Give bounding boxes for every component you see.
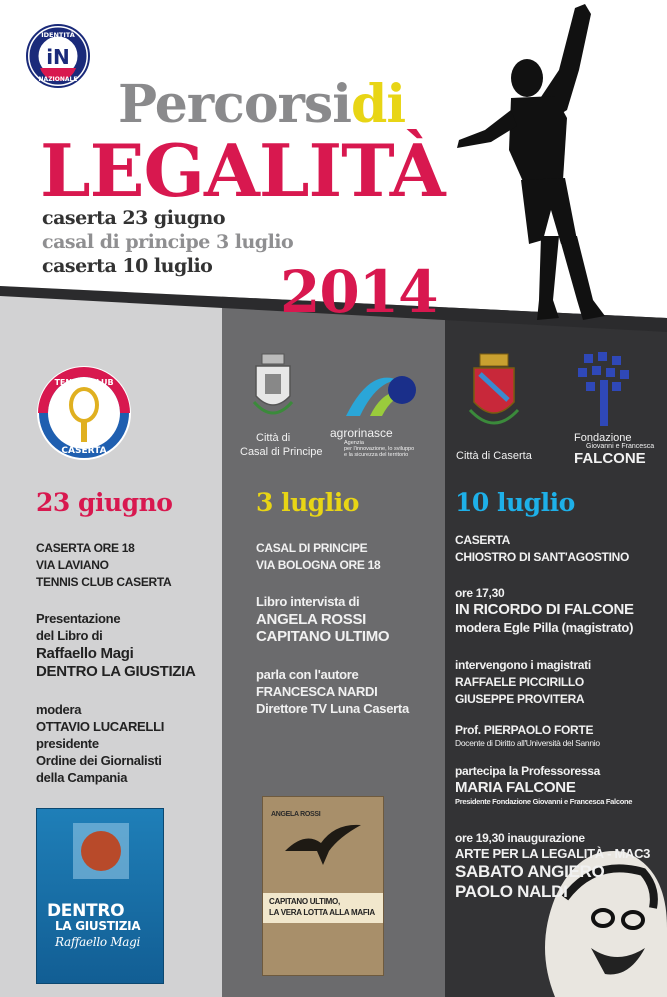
col1-book-title: DENTRO LA GIUSTIZIA — [36, 663, 196, 680]
col1-place-3: TENNIS CLUB CASERTA — [36, 575, 172, 589]
eagle-silhouette-icon — [283, 821, 363, 867]
col1-mod-4: Ordine dei Giornalisti — [36, 753, 162, 768]
col1-mod-1: modera — [36, 702, 82, 717]
book-cover-ball-icon — [63, 819, 139, 885]
col2-name-1: ANGELA ROSSI — [256, 611, 367, 628]
col1-mod-2: OTTAVIO LUCARELLI — [36, 719, 165, 734]
tennis-club-caserta-logo — [36, 365, 132, 461]
col2-place-1: CASAL DI PRINCIPE — [256, 541, 368, 555]
casal-caption-2: Casal di Principe — [240, 446, 323, 458]
col2-intro: Libro intervista di — [256, 594, 360, 609]
title-di: di — [350, 74, 406, 135]
agrorinasce-name: agrorinasce — [330, 426, 393, 440]
day-heading-3-luglio: 3 luglio — [256, 488, 359, 517]
col1-place-2: VIA LAVIANO — [36, 558, 109, 572]
agrorinasce-sub-3: e la sicurezza del territorio — [344, 452, 409, 458]
falcone-caption-3: FALCONE — [574, 450, 646, 467]
col3-magistrate-2: GIUSEPPE PROVITERA — [455, 692, 585, 706]
col3-time-2: ore 19,30 inaugurazione — [455, 831, 585, 845]
col1-place-1: CASERTA ORE 18 — [36, 541, 135, 555]
col1-intro-1: Presentazione — [36, 611, 121, 626]
citta-di-caserta-coat-of-arms-icon — [466, 352, 522, 436]
agrorinasce-logo — [340, 372, 420, 424]
col3-prof-role: Docente di Diritto all'Università del Sannio — [455, 738, 600, 748]
col3-artist-2: PAOLO NALDI — [455, 882, 568, 901]
col1-author: Raffaello Magi — [36, 645, 134, 662]
date-caserta-23: caserta 23 giugno — [42, 207, 226, 229]
col3-falcone-role: Presidente Fondazione Giovanni e Francesca Falcone — [455, 797, 633, 806]
casal-caption-1: Città di — [256, 432, 291, 444]
agrorinasce-sub-2: per l'innovazione, lo sviluppo — [344, 446, 415, 452]
col1-intro-2: del Libro di — [36, 628, 103, 643]
col3-place-2: CHIOSTRO DI SANT'AGOSTINO — [455, 550, 630, 564]
date-caserta-10: caserta 10 luglio — [42, 255, 213, 277]
silhouette-figure-icon — [455, 0, 645, 340]
falcone-caption-2: Giovanni e Francesca — [586, 443, 655, 450]
fondazione-falcone-tree-logo — [576, 350, 632, 428]
book2-title-1: CAPITANO ULTIMO, — [269, 897, 340, 906]
col2-name-2: CAPITANO ULTIMO — [256, 628, 390, 645]
identita-nazionale-logo — [26, 24, 90, 88]
col3-place-1: CASERTA — [455, 533, 511, 547]
book-cover-capitano-ultimo — [262, 796, 384, 976]
book2-title-2: LA VERA LOTTA ALLA MAFIA — [269, 908, 375, 917]
day-heading-23-giugno: 23 giugno — [36, 488, 173, 517]
col2-talk-3: Direttore TV Luna Caserta — [256, 701, 409, 716]
col1-mod-3: presidente — [36, 736, 99, 751]
col3-prof: Prof. PIERPAOLO FORTE — [455, 723, 594, 737]
col3-maria-falcone: MARIA FALCONE — [455, 779, 576, 796]
col2-talk-2: FRANCESCA NARDI — [256, 684, 378, 699]
book1-line-2: LA GIUSTIZIA — [55, 919, 141, 933]
svg-text:TENNIS CLUB: TENNIS CLUB — [54, 378, 114, 387]
col2-talk-1: parla con l'autore — [256, 667, 359, 682]
svg-text:IDENTITÀ: IDENTITÀ — [41, 31, 75, 39]
col3-event-1-mod: modera Egle Pilla (magistrato) — [455, 620, 634, 635]
col3-magistrates-intro: intervengono i magistrati — [455, 658, 591, 672]
col3-event-2: ARTE PER LA LEGALITÀ - MAC3 — [455, 846, 651, 861]
col3-event-1: IN RICORDO DI FALCONE — [455, 601, 634, 618]
svg-text:NAZIONALE: NAZIONALE — [38, 76, 78, 83]
col2-place-2: VIA BOLOGNA ORE 18 — [256, 558, 381, 572]
year-2014: 2014 — [280, 258, 438, 326]
book2-author: ANGELA ROSSI — [271, 811, 321, 818]
falcone-caption-1: Fondazione — [574, 432, 632, 444]
agrorinasce-sub-1: Agenzia — [344, 440, 364, 446]
col3-partecipa: partecipa la Professoressa — [455, 764, 600, 778]
col3-time-1: ore 17,30 — [455, 586, 505, 600]
event-dates-list — [42, 206, 293, 278]
title-legalita: LEGALITÀ — [40, 128, 445, 213]
col3-artist-1: SABATO ANGIERO — [455, 862, 605, 881]
title-percorsi: Percorsidi — [118, 74, 406, 135]
svg-text:iN: iN — [46, 45, 70, 69]
book1-line-1: DENTRO — [47, 901, 125, 921]
col3-magistrate-1: RAFFAELE PICCIRILLO — [455, 675, 584, 689]
casal-di-principe-coat-of-arms-icon — [250, 352, 296, 424]
col1-mod-5: della Campania — [36, 770, 128, 785]
book-cover-dentro-la-giustizia — [36, 808, 164, 984]
book1-line-3: Raffaello Magi — [55, 935, 141, 949]
svg-text:CASERTA: CASERTA — [61, 446, 107, 456]
date-casal-3: casal di principe 3 luglio — [42, 231, 294, 253]
day-heading-10-luglio: 10 luglio — [455, 488, 575, 517]
caserta-caption: Città di Caserta — [456, 450, 532, 462]
